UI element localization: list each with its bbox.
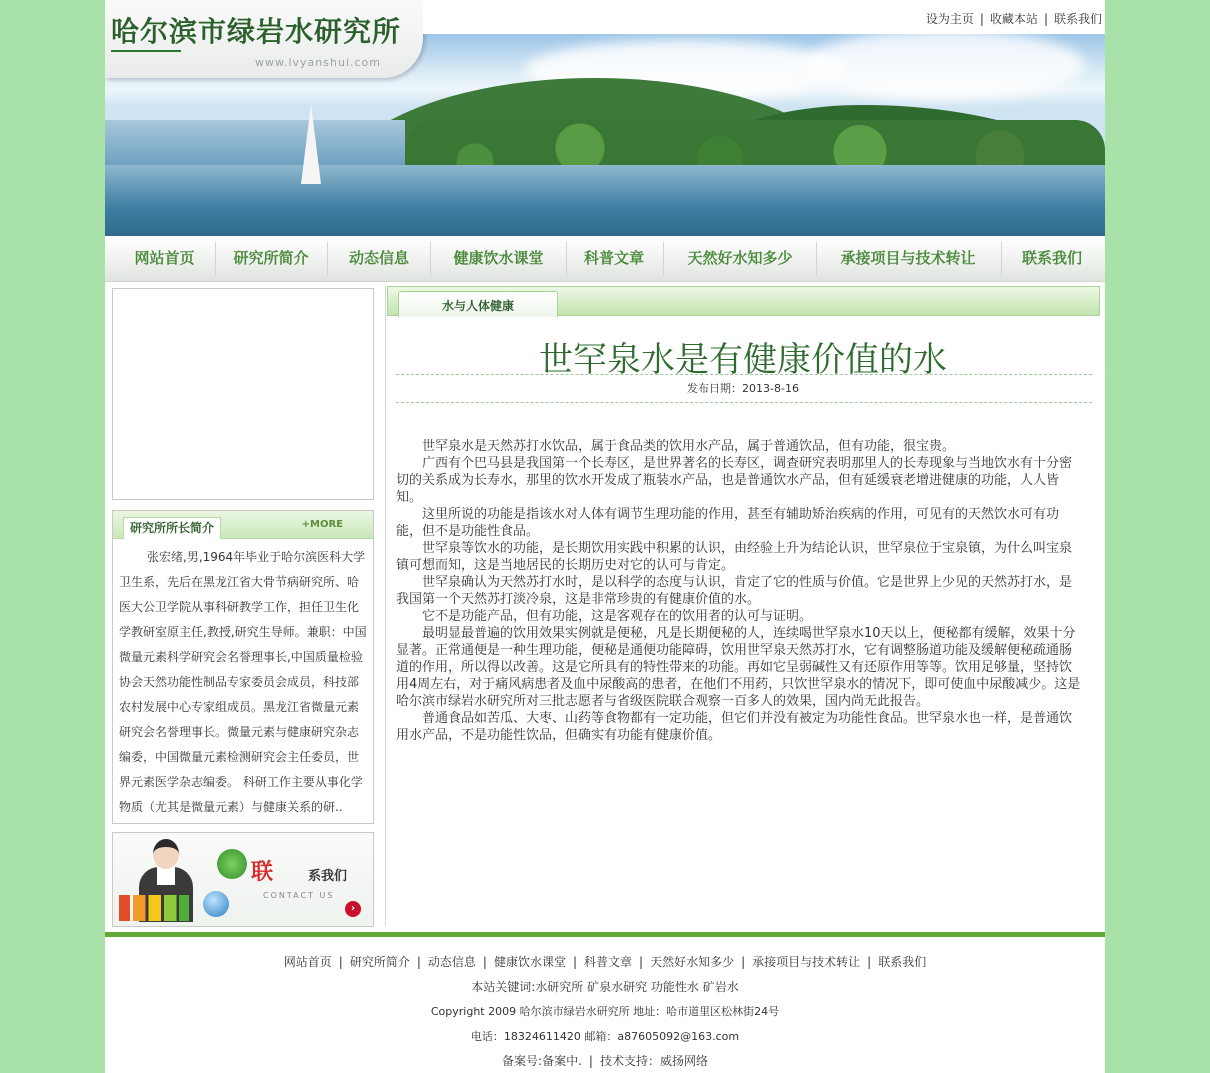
article-category-tab[interactable]: 水与人体健康 [398,291,558,317]
contact-us-banner[interactable] [112,832,374,927]
article-paragraph: 这里所说的功能是指该水对人体有调节生理功能的作用，甚至有辅助矫治疾病的作用，可见有的天然饮水可有功能，但不是功能性食品。 [396,507,1060,539]
article-paragraph: 世罕泉水是天然苏打水饮品，属于食品类的饮用水产品，属于普通饮品，但有功能，很宝贵。 [422,439,956,454]
page-wrapper [105,0,1105,1073]
date-label: 发布日期： [687,382,743,395]
tech-support-link[interactable]: 技术支持：威扬网络 [599,1054,708,1068]
nav-item-contact[interactable]: 联系我们 [1021,249,1082,267]
footer-link-news[interactable]: 动态信息 [427,955,476,969]
separator: | [867,955,872,969]
article-date [386,380,1100,396]
globe-icon [203,891,229,917]
contact-big-char: 联 [251,860,274,885]
header-banner [105,0,1105,236]
nav-item-natural-water[interactable]: 天然好水知多少 [687,249,793,267]
footer-link-home[interactable]: 网站首页 [283,955,332,969]
article-paragraph: 最明显最普遍的饮用效果实例就是便秘，凡是长期便秘的人，连续喝世罕泉水10天以上，便秘都有缓解，效果十分显著。正常通便是一种生理功能，便秘是通便功能障碍，饮用世罕泉天然苏打水，它有调整肠道功能及缓解便秘疏通肠道的作用，所以得以改善。这是它所具有的特性带来的功能。再如它呈弱碱性又有还原作用等等。饮用足够量，坚持饮用4周左右，对于痛风病患者及血中尿酸高的患者，在他们不用药，只饮世罕泉水的情况下，即可使血中尿酸减少。这是哈尔滨市绿岩水研究所对三批志愿者与省级医院联合观察一百多人的效果，国内尚无此报告。 [396,626,1081,709]
date-value: 2013-8-16 [742,382,799,395]
contact-us-english: CONTACT US [263,891,335,900]
footer-copyright: Copyright 2009 哈尔滨市绿岩水研究所 地址：哈市道里区松林街24号 [430,1005,780,1018]
bookmark-link[interactable]: 收藏本站 [989,12,1038,26]
article-panel [385,286,1099,926]
phone-icon [217,849,247,879]
footer-link-natural-water[interactable]: 天然好水知多少 [650,955,735,969]
nav-separator [215,242,216,276]
footer-icp-tech [105,1052,1105,1069]
set-homepage-link[interactable]: 设为主页 [925,12,974,26]
article-paragraph: 普通食品如苦瓜、大枣、山药等食物都有一定功能，但它们并没有被定为功能性食品。世罕泉水也一样，是普通饮用水产品，不是功能性饮品，但确实有功能有健康价值。 [396,711,1073,743]
nav-separator [327,242,328,276]
logo-url: www.lvyanshui.com [255,56,381,69]
nav-separator [430,242,431,276]
top-bar [423,0,1105,34]
nav-separator [663,242,664,276]
main-nav [105,236,1105,282]
director-intro-text: 张宏绪,男,1964年毕业于哈尔滨医科大学卫生系，先后在黑龙江省大骨节病研究所、哈医大公卫学院从事科研教学工作，担任卫生化学教研室原主任,教授,研究生导师。兼职：中国微量元素科学研究会名誉理事长,中国质量检验协会天然功能性制品专家委员会成员，科技部农村发展中心专家组成员。黑龙江省微量元素研究会名誉理事长。微量元素与健康研究杂志编委，中国微量元素检测研究会主任委员，世界元素医学杂志编委。 科研工作主要从事化学物质（尤其是微量元素）与健康关系的研.. [119,550,367,814]
separator: | [482,955,487,969]
footer-link-about[interactable]: 研究所简介 [349,955,410,969]
footer-link-articles[interactable]: 科普文章 [584,955,633,969]
director-intro-header [113,511,373,539]
article-paragraph: 世罕泉确认为天然苏打水时，是以科学的态度与认识，肯定了它的性质与价值。它是世界上少见的天然苏打水，是我国第一个天然苏打淡冷泉，这是非常珍贵的有健康价值的水。 [396,575,1073,607]
footer-link-contact[interactable]: 联系我们 [878,955,927,969]
article-category-header [387,286,1100,316]
contact-link[interactable]: 联系我们 [1053,12,1102,26]
sidebar-media-box [112,288,374,500]
article-title: 世罕泉水是有健康价值的水 [539,340,947,380]
article-paragraph: 世罕泉等饮水的功能，是长期饮用实践中积累的认识，由经验上升为结论认识，世罕泉位于宝泉镇，为什么叫宝泉镇可想而知，这是当地居民的长期历史对它的认可与肯定。 [396,541,1073,573]
nav-item-projects[interactable]: 承接项目与技术转让 [840,249,976,267]
separator: | [1043,12,1048,26]
nav-item-water-class[interactable]: 健康饮水课堂 [453,249,544,267]
nav-item-articles[interactable]: 科普文章 [583,249,644,267]
top-links [926,10,1102,27]
footer-link-water-class[interactable]: 健康饮水课堂 [493,955,566,969]
nav-separator [566,242,567,276]
sailboat-icon [301,104,321,184]
director-intro-box [112,510,374,824]
footer-keywords: 本站关键词:水研究所 矿泉水研究 功能性水 矿岩水 [471,980,739,994]
nav-item-news[interactable]: 动态信息 [348,249,409,267]
footer-phone-email: 电话：18324611420 邮箱：a87605092@163.com [470,1030,740,1043]
divider [396,374,1092,375]
receptionist-head [153,839,179,869]
logo[interactable] [105,0,423,78]
logo-underline [111,50,181,52]
icp-number: 备案号:备案中. [502,1054,582,1068]
article-paragraph: 广西有个巴马县是我国第一个长寿区，是世界著名的长寿区，调查研究表明那里人的长寿现象与当地饮水有十分密切的关系成为长寿水，那里的饮水开发成了瓶装水产品，也是普通饮水产品，但有延缓衰老增进健康的功能，人人皆知。 [396,456,1073,505]
nav-separator [816,242,817,276]
nav-item-home[interactable]: 网站首页 [134,249,195,267]
separator: | [639,955,644,969]
nav-item-about[interactable]: 研究所简介 [233,249,309,267]
divider [396,402,1092,403]
article-paragraph: 它不是功能产品，但有功能，这是客观存在的饮用者的认可与证明。 [422,609,813,624]
contact-title-rest: 系我们 [308,869,348,884]
banner-water [105,165,1105,236]
footer-link-projects[interactable]: 承接项目与技术转让 [752,955,861,969]
color-bars-icon [119,895,189,921]
separator: | [979,12,984,26]
separator: | [572,955,578,969]
arrow-right-icon[interactable]: › [345,901,361,917]
receptionist-collar [157,867,175,885]
separator: | [416,955,421,969]
more-link[interactable]: +MORE [301,519,343,530]
article-body [396,438,1084,744]
separator: | [588,1054,593,1068]
director-intro-title: 研究所所长简介 [123,517,221,539]
logo-title: 哈尔滨市绿岩水研究所 [111,15,402,48]
banner-cloud [805,30,1085,100]
separator: | [338,955,343,969]
nav-separator [1001,242,1002,276]
footer-links [105,953,1105,970]
separator: | [741,955,746,969]
footer-divider [105,932,1105,937]
